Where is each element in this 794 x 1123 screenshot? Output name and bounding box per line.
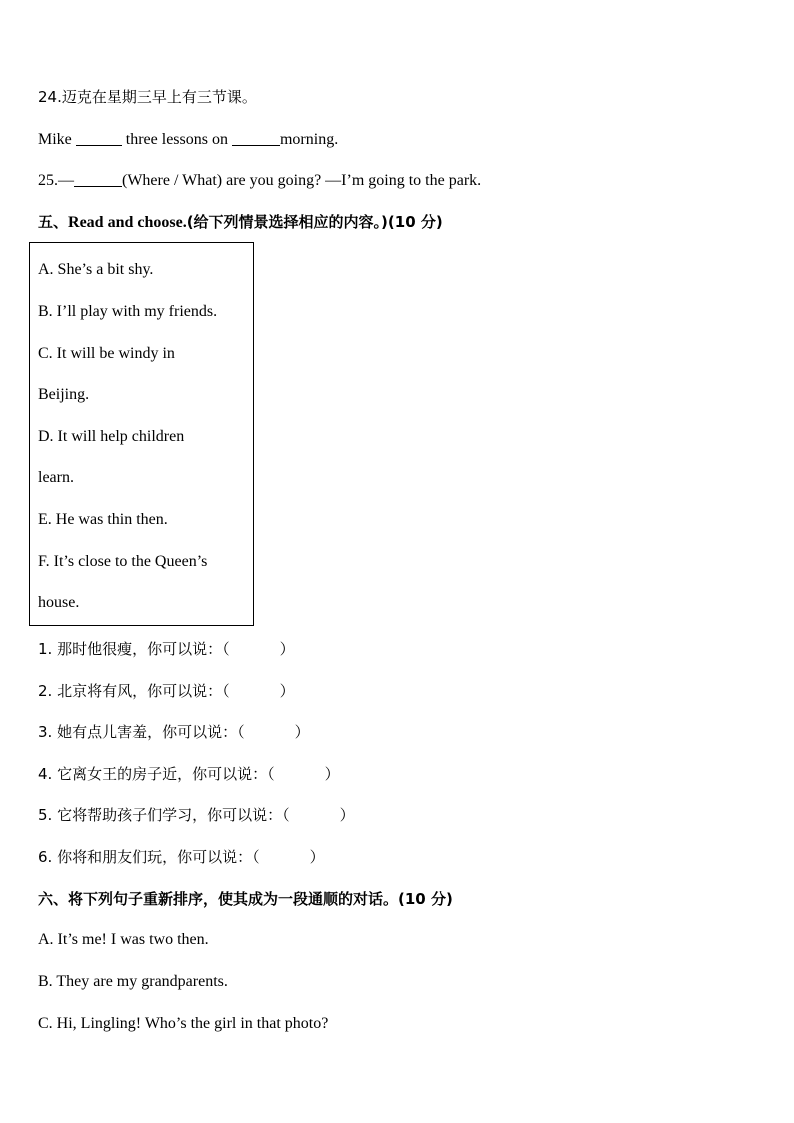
question-close: ） <box>279 640 295 658</box>
q25-prefix: 25.— <box>38 172 74 189</box>
question-close: ） <box>294 723 310 741</box>
question-close: ） <box>279 682 295 700</box>
q25-blank[interactable] <box>74 170 122 187</box>
question-text: 北京将有风，你可以说：（ <box>57 682 230 700</box>
question-text: 你将和朋友们玩，你可以说：（ <box>57 848 260 866</box>
section5-title-en: Read and choose. <box>68 214 187 231</box>
option-c: C. It will be windy in <box>38 345 175 362</box>
dialogue-line-b: B. They are my grandparents. <box>38 973 228 990</box>
q24-prompt: 24.迈克在星期三早上有三节课。 <box>38 88 257 106</box>
question-item <box>38 847 325 867</box>
question-number: 5. <box>38 806 53 824</box>
section5-title-cn: (给下列情景选择相应的内容。) <box>186 213 388 231</box>
question-item <box>38 764 340 784</box>
q25-sentence <box>38 170 481 191</box>
q24-word-mike: Mike <box>38 131 72 148</box>
question-number: 2. <box>38 682 53 700</box>
section5-number: 五、 <box>38 213 69 231</box>
section5-score: (10 分) <box>387 213 443 231</box>
question-number: 1. <box>38 640 53 658</box>
question-close: ） <box>339 806 355 824</box>
dialogue-line-a: A. It’s me! I was two then. <box>38 931 209 948</box>
question-text: 它离女王的房子近，你可以说：（ <box>57 765 275 783</box>
q24-blank-1[interactable] <box>76 129 122 146</box>
option-a: A. She’s a bit shy. <box>38 261 154 278</box>
question-number: 6. <box>38 848 53 866</box>
option-f: F. It’s close to the Queen’s <box>38 553 208 570</box>
options-box <box>29 242 254 626</box>
section6-title-text: 六、将下列句子重新排序，使其成为一段通顺的对话。 <box>38 890 399 908</box>
question-text: 它将帮助孩子们学习，你可以说：（ <box>57 806 290 824</box>
question-number: 3. <box>38 723 53 741</box>
question-item <box>38 681 295 701</box>
question-item <box>38 722 310 742</box>
option-e: E. He was thin then. <box>38 511 168 528</box>
question-item <box>38 805 355 825</box>
question-number: 4. <box>38 765 53 783</box>
option-d-cont: learn. <box>38 469 74 486</box>
q25-text: (Where / What) are you going? —I’m going to the park. <box>122 172 482 189</box>
q24-mid: three lessons on <box>125 131 228 148</box>
option-d: D. It will help children <box>38 428 185 445</box>
section5-title <box>38 212 443 233</box>
option-b: B. I’ll play with my friends. <box>38 303 218 320</box>
question-text: 她有点儿害羞，你可以说：（ <box>57 723 245 741</box>
question-item <box>38 639 295 659</box>
question-text: 那时他很瘦，你可以说：（ <box>57 640 230 658</box>
question-close: ） <box>324 765 340 783</box>
option-f-cont: house. <box>38 594 80 611</box>
option-c-cont: Beijing. <box>38 386 90 403</box>
section6-score: (10 分) <box>398 890 453 908</box>
q24-end: morning. <box>279 131 339 148</box>
section6-title <box>38 889 453 909</box>
q24-sentence <box>38 129 338 150</box>
dialogue-line-c: C. Hi, Lingling! Who’s the girl in that photo? <box>38 1015 329 1032</box>
q24-blank-2[interactable] <box>232 129 280 146</box>
question-close: ） <box>309 848 325 866</box>
